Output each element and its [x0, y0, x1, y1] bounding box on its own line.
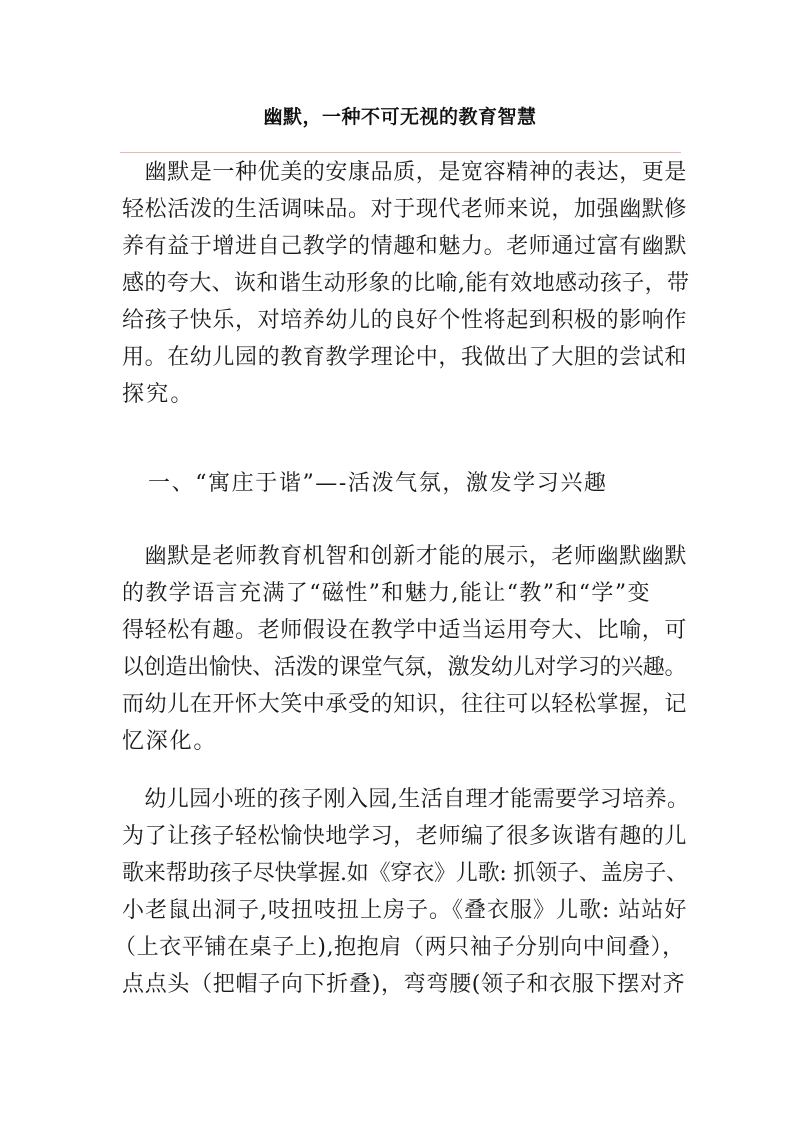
- text-line: 幽默是一种优美的安康品质，是宽容精神的表达，更是: [122, 160, 688, 185]
- text-line: 为了让孩子轻松愉快地学习，老师编了很多诙谐有趣的儿: [122, 824, 688, 849]
- text-line: 幽默是老师教育机智和创新才能的展示，老师幽默幽默: [122, 544, 688, 569]
- text-line: 忆深化。: [122, 729, 218, 754]
- section-heading: 一、“寓庄于谐”—-活泼气氛，激发学习兴趣: [148, 471, 608, 496]
- text-line: 养有益于增进自己教学的情趣和魅力。老师通过富有幽默: [122, 234, 688, 259]
- text-line: 歌来帮助孩子尽快掌握.如《穿衣》儿歌: 抓领子、盖房子、: [122, 861, 688, 886]
- text-line: 点点头（把帽子向下折叠)，弯弯腰(领子和衣服下摆对齐: [122, 972, 686, 997]
- text-line: 探究。: [122, 382, 195, 407]
- text-line: 感的夸大、诙和谐生动形象的比喻,能有效地感动孩子，带: [122, 271, 690, 296]
- text-line: 幼儿园小班的孩子刚入园,生活自理才能需要学习培养。: [122, 787, 690, 812]
- text-line: （上衣平铺在桌子上),抱抱肩（两只袖子分别向中间叠），: [114, 935, 685, 960]
- title-divider: [120, 152, 681, 153]
- text-line: 轻松活泼的生活调味品。对于现代老师来说，加强幽默修: [122, 197, 688, 222]
- document-title: 幽默，一种不可无视的教育智慧: [263, 106, 537, 128]
- text-line: 用。在幼儿园的教育教学理论中，我做出了大胆的尝试和: [122, 345, 688, 370]
- text-line: 小老鼠出洞子,吱扭吱扭上房子。《叠衣服》儿歌: 站站好: [122, 898, 688, 923]
- text-line: 给孩子快乐，对培养幼儿的良好个性将起到积极的影响作: [122, 308, 688, 333]
- text-line: 得轻松有趣。老师假设在教学中适当运用夸大、比喻，可: [122, 618, 688, 643]
- text-line: 的教学语言充满了“磁性”和魅力,能让“教”和“学”变: [122, 581, 651, 606]
- text-line: 以创造出愉快、活泼的课堂气氛，激发幼儿对学习的兴趣。: [122, 655, 687, 680]
- text-line: 而幼儿在开怀大笑中承受的知识，往往可以轻松掌握，记: [122, 692, 688, 717]
